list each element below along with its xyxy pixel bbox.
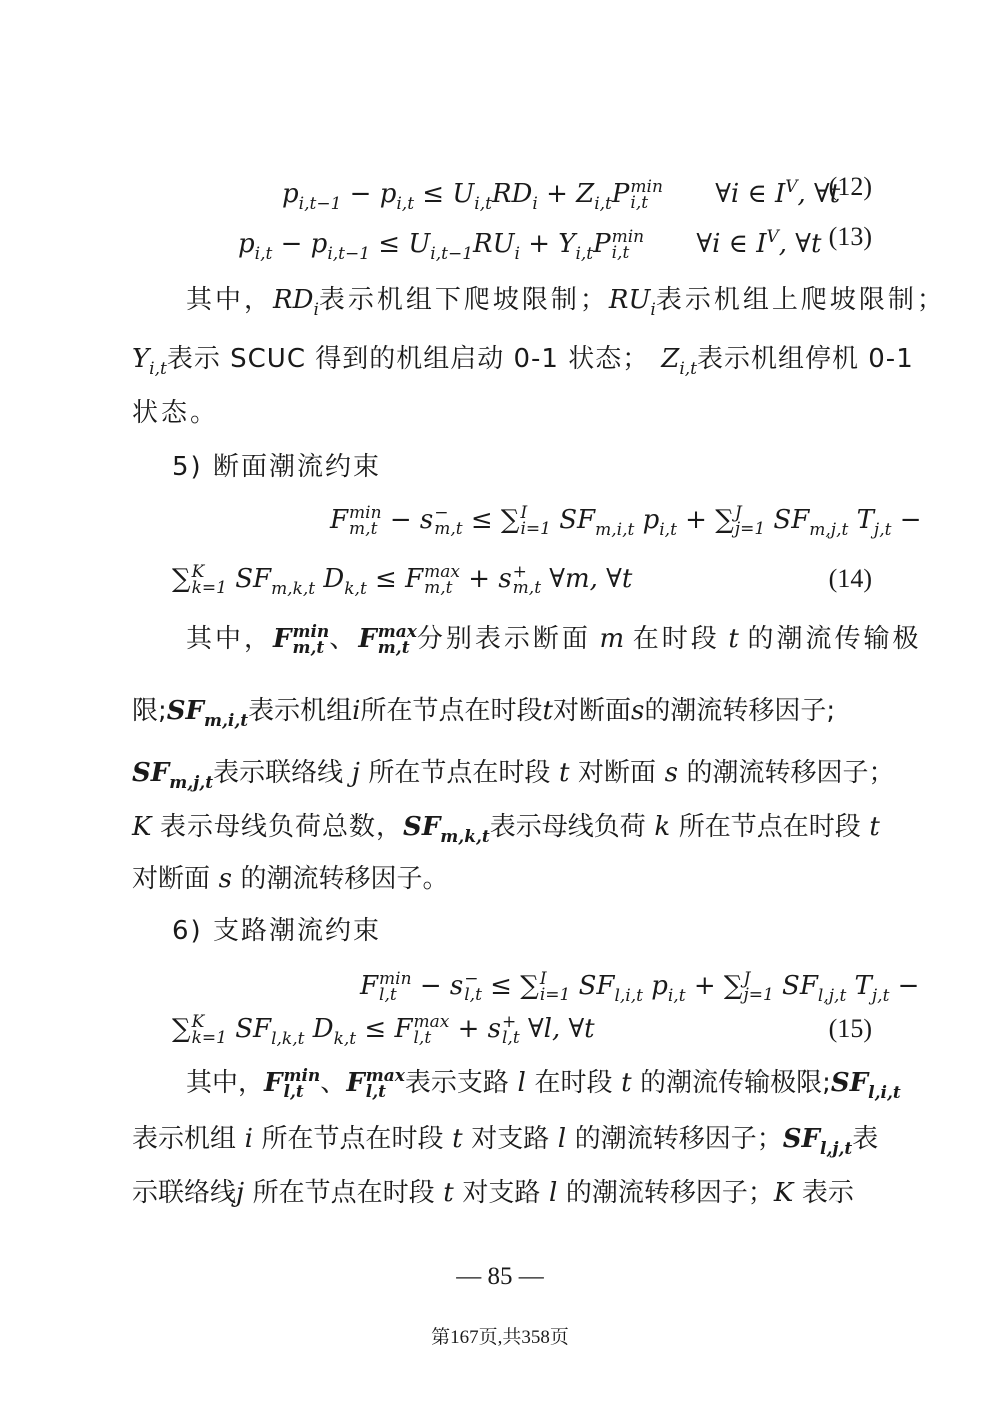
paragraph-3-line-1: 其中，F min l,t 、F max l,t 表示支路 l 在时段 t 的潮流传输极限$;SF_{l,i,t}$ [186,1066,901,1103]
paragraph-2-line-1: 其中，F min m,t 、F max m,t 分别表示断面 m 在时段 t 的潮流传输极 [186,622,922,658]
equation-14-number: (14) [828,564,872,593]
paragraph-2-line-2: 限$;SF_{m,i,t}$表示机组i所在节点在时段t对断面s的潮流转移因子; [132,696,836,731]
paragraph-3-line-3: 示联络线j 所在节点在时段 t 对支路 l 的潮流转移因子；K 表示 [132,1178,854,1208]
section-5-title: 5) 断面潮流约束 [172,452,381,482]
equation-12-number: (12) [828,172,872,201]
section-6-title: 6) 支路潮流约束 [172,916,381,946]
equation-12: $p_{i,t-1} - p_{i,t} \le U_{i,t}RD_i + Z_{i,t}P$ min i,t ∀i ∈ $I^V$, ∀t [282,177,841,214]
equation-15-line-2: ∑ K k=1 $SF_{l,k,t}$ $D_{k,t} \le F$ max l,t + s + l,t ∀l, ∀t [172,1012,595,1049]
paragraph-2-line-4: K 表示母线负荷总数，$SF_{m,k,t}$表示母线负荷 k 所在节点在时段 t [132,812,880,847]
equation-13: $p_{i,t} - p_{i,t-1} \le U_{i,t-1}RU_i + Y_{i,t}P$ min i,t ∀i ∈ $I^V$, ∀t [238,227,822,264]
paragraph-1-line-1: 其中，$RD_i$表示机组下爬坡限制；$RU_i$表示机组上爬坡限制； [186,285,946,320]
paragraph-1-line-3: 状态。 [132,398,220,428]
page-counter: 第167页,共358页 [431,1327,569,1348]
paragraph-2-line-5: 对断面 s 的潮流转移因子。 [132,864,449,894]
equation-14-line-1: F min m,t − s − m,t ≤ ∑ I i=1 $SF_{m,i,t}$ $p_{i,t}$ + ∑ J j=1 $SF_{m,j,t}$ $T_{j,t}$ − [330,503,922,540]
equation-15-number: (15) [828,1014,872,1043]
page-number: — 85 — [456,1263,544,1290]
equation-15-line-1: F min l,t − s − l,t ≤ ∑ I i=1 $SF_{l,i,t}$ $p_{i,t}$ + ∑ J j=1 $SF_{l,j,t}$ $T_{j,t}$ − [360,969,920,1006]
paragraph-3-line-2: 表示机组 i 所在节点在时段 t 对支路 l 的潮流转移因子；$SF_{l,j,t}$表 [132,1124,879,1159]
paragraph-1-line-2: $Y_{i,t}$表示 SCUC 得到的机组启动 0-1 状态； $Z_{i,t}$表示机组停机 0-1 [132,344,914,379]
paragraph-2-line-3: $SF_{m,j,t}$表示联络线 j 所在节点在时段 t 对断面 s 的潮流转移因子； [132,758,895,793]
equation-13-number: (13) [828,222,872,251]
equation-14-line-2: ∑ K k=1 $SF_{m,k,t}$ $D_{k,t} \le F$ max m,t + s + m,t ∀m, ∀t [172,562,633,599]
